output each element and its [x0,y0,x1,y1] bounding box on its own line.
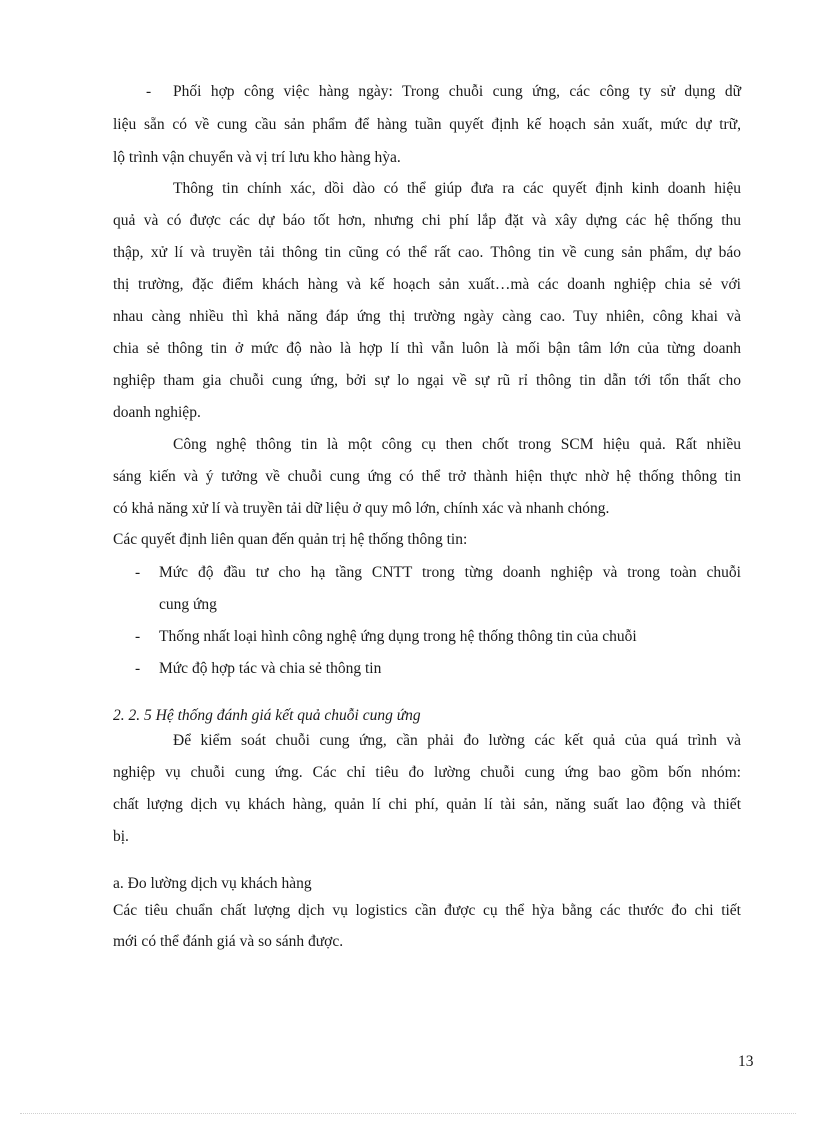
subsection-heading: a. Đo lường dịch vụ khách hàng [113,875,312,892]
bullet-dash: - [135,628,141,645]
bullet-dash: - [146,83,152,100]
page-number: 13 [738,1053,754,1070]
list-item: Thống nhất loại hình công nghệ ứng dụng trong hệ thống thông tin của chuỗi [159,628,637,645]
page-bottom-rule [20,1113,796,1114]
paragraph-line: mới có thể đánh giá và so sánh được. [113,933,344,950]
paragraph-line: Các quyết định liên quan đến quản trị hệ thống thông tin: [113,531,468,548]
paragraph-line: chất lượng dịch vụ khách hàng, quản lí chi phí, quản lí tài sản, năng suất lao động và thiết [113,796,741,813]
paragraph-line: chia sẻ thông tin ở mức độ nào là hợp lí thì vẫn luôn là mối bận tâm lớn của từng doanh [113,340,741,357]
paragraph-line: liệu sẵn có về cung cầu sản phẩm để hàng tuần quyết định kế hoạch sản xuất, mức dự trữ, [113,116,741,133]
section-heading: 2. 2. 5 Hệ thống đánh giá kết quả chuỗi cung ứng [113,707,421,724]
paragraph-line: bị. [113,828,129,845]
paragraph-line: nghiệp vụ chuỗi cung ứng. Các chỉ tiêu đo lường chuỗi cung ứng bao gồm bốn nhóm: [113,764,741,781]
paragraph-line: có khả năng xử lí và truyền tải dữ liệu ở quy mô lớn, chính xác và nhanh chóng. [113,500,610,517]
paragraph-line: nhau càng nhiều thì khả năng đáp ứng thị trường ngày càng cao. Tuy nhiên, công khai và [113,308,741,325]
list-item: cung ứng [159,596,217,613]
paragraph-line: Các tiêu chuẩn chất lượng dịch vụ logistics cần được cụ thể hỳa bằng các thước đo chi tiết [113,902,741,919]
list-item: Mức độ đầu tư cho hạ tầng CNTT trong từng doanh nghiệp và trong toàn chuỗi [159,564,741,581]
bullet-dash: - [135,660,141,677]
paragraph-line: thập, xử lí và truyền tải thông tin cũng có thể rất cao. Thông tin về cung sản phẩm, dự báo [113,244,741,261]
paragraph-line: Thông tin chính xác, dồi dào có thể giúp đưa ra các quyết định kinh doanh hiệu [173,180,741,197]
paragraph-line: Để kiểm soát chuỗi cung ứng, cần phải đo lường các kết quả của quá trình và [173,732,741,749]
paragraph-line: lộ trình vận chuyển và vị trí lưu kho hàng hỳa. [113,149,401,166]
bullet-dash: - [135,564,141,581]
paragraph-line: Công nghệ thông tin là một công cụ then chốt trong SCM hiệu quả. Rất nhiều [173,436,741,453]
paragraph-line: sáng kiến và ý tưởng về chuỗi cung ứng có thể trở thành hiện thực nhờ hệ thống thông tin [113,468,741,485]
paragraph-line: Phối hợp công việc hàng ngày: Trong chuỗi cung ứng, các công ty sử dụng dữ [173,83,741,100]
list-item: Mức độ hợp tác và chia sẻ thông tin [159,660,382,677]
paragraph-line: doanh nghiệp. [113,404,201,421]
paragraph-line: thị trường, đặc điểm khách hàng và kế hoạch sản xuất…mà các doanh nghiệp chia sẻ với [113,276,741,293]
paragraph-line: quả và có được các dự báo tốt hơn, nhưng chi phí lắp đặt và xây dựng các hệ thống thu [113,212,741,229]
paragraph-line: nghiệp tham gia chuỗi cung ứng, bởi sự lo ngại về sự rũ rỉ thông tin dẫn tới tổn thất cho [113,372,741,389]
